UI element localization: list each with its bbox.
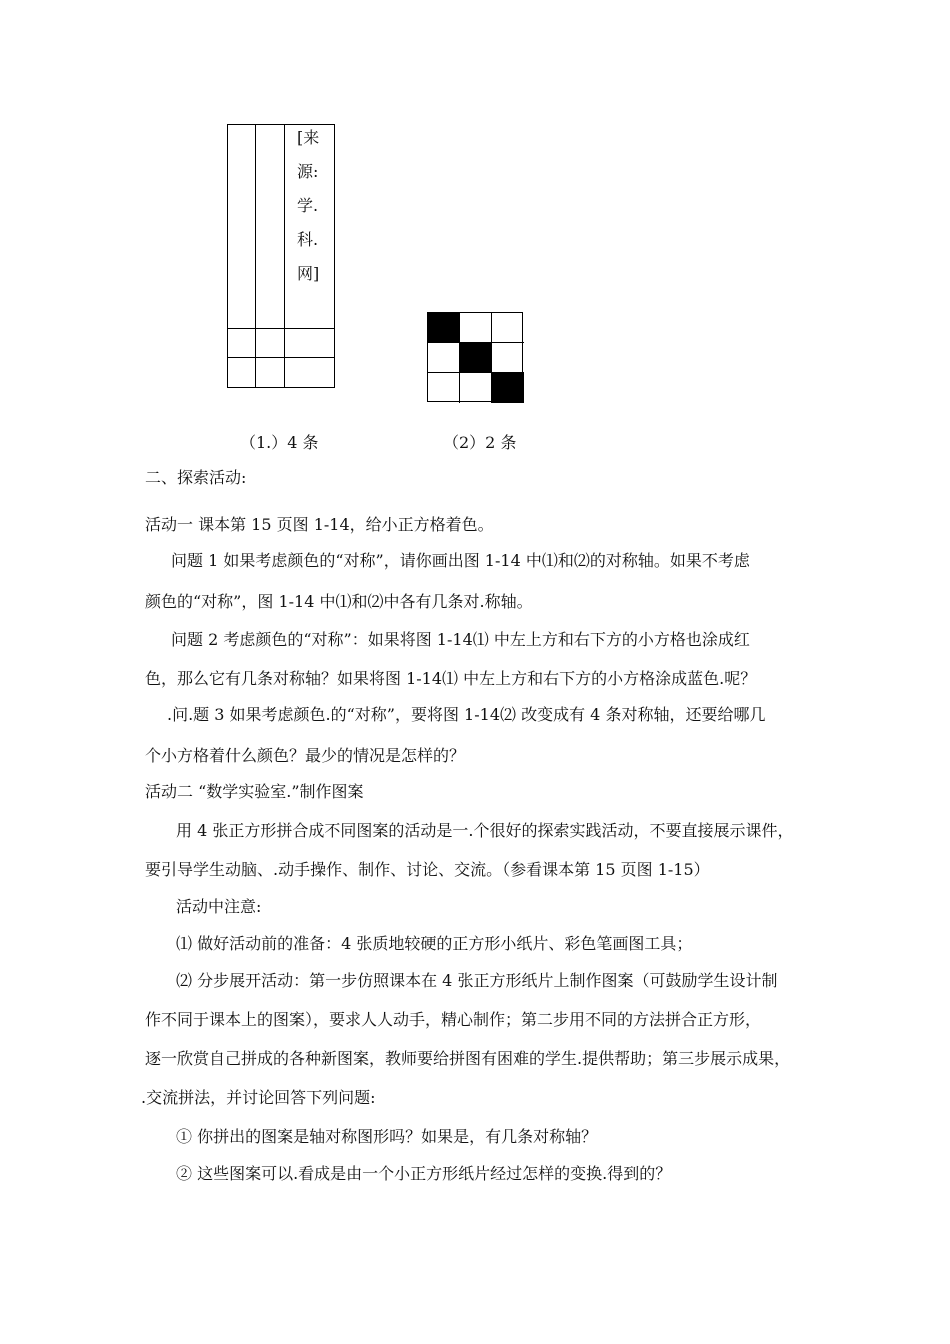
grid-cell (492, 343, 524, 373)
grid-cell (428, 343, 460, 373)
note-1: ⑴ 做好活动前的准备：4 张质地较硬的正方形小纸片、彩色笔画图工具； (176, 934, 693, 953)
figure-1-caption: （1.）4 条 (240, 433, 319, 452)
question-a: ① 你拼出的图案是轴对称图形吗？如果是，有几条对称轴？ (176, 1127, 598, 1146)
grid-cell (460, 313, 492, 343)
note-2-cont-3: .交流拼法，并讨论回答下列问题: (141, 1088, 376, 1107)
question-2-cont: 色，那么它有几条对称轴？如果将图 1-14⑴ 中左上方和右下方的小方格涂成蓝色.呢？ (145, 669, 757, 688)
source-note-4: 科. (297, 230, 319, 249)
note-2: ⑵ 分步展开活动：第一步仿照课本在 4 张正方形纸片上制作图案（可鼓励学生设计制 (176, 971, 778, 990)
question-1-cont: 颜色的“对称”，图 1-14 中⑴和⑵中各有几条对.称轴。 (145, 592, 533, 611)
figure-2-caption: （2）2 条 (443, 433, 517, 452)
grid-cell (428, 313, 460, 343)
notes-heading: 活动中注意: (176, 897, 262, 916)
note-2-cont-1: 作不同于课本上的图案），要求人人动手，精心制作；第二步用不同的方法拼合正方形， (145, 1010, 762, 1029)
question-3-cont: 个小方格着什么颜色？最少的情况是怎样的？ (145, 746, 466, 765)
source-note-5: 网] (297, 264, 320, 283)
note-2-cont-2: 逐一欣赏自己拼成的各种新图案，教师要给拼图有困难的学生.提供帮助；第三步展示成果， (145, 1049, 791, 1068)
figure-2-grid (427, 312, 523, 402)
question-2: 问题 2 考虑颜色的“对称”：如果将图 1-14⑴ 中左上方和右下方的小方格也涂成红 (171, 630, 750, 649)
grid-cell (492, 373, 524, 403)
activity-2-para: 用 4 张正方形拼合成不同图案的活动是一.个很好的探索实践活动，不要直接展示课件， (176, 821, 794, 840)
section-heading: 二、探索活动: (145, 468, 247, 487)
question-1: 问题 1 如果考虑颜色的“对称”，请你画出图 1-14 中⑴和⑵的对称轴。如果不考虑 (171, 551, 750, 570)
grid-cell (460, 373, 492, 403)
grid-cell (428, 373, 460, 403)
source-note (297, 128, 333, 298)
grid-cell (460, 343, 492, 373)
activity-1: 活动一 课本第 15 页图 1-14，给小正方格着色。 (145, 515, 494, 534)
source-note-1: [来 (297, 128, 320, 147)
question-b: ② 这些图案可以.看成是由一个小正方形纸片经过怎样的变换.得到的？ (176, 1164, 672, 1183)
activity-2-para-cont: 要引导学生动脑、.动手操作、制作、讨论、交流。（参看课本第 15 页图 1-15） (145, 860, 710, 879)
activity-2: 活动二 “数学实验室.”制作图案 (145, 782, 364, 801)
source-note-3: 学. (297, 196, 319, 215)
grid-cell (492, 313, 524, 343)
question-3: .问.题 3 如果考虑颜色.的“对称”，要将图 1-14⑵ 改变成有 4 条对称轴，还要给哪几 (167, 705, 766, 724)
source-note-2: 源: (297, 162, 319, 181)
